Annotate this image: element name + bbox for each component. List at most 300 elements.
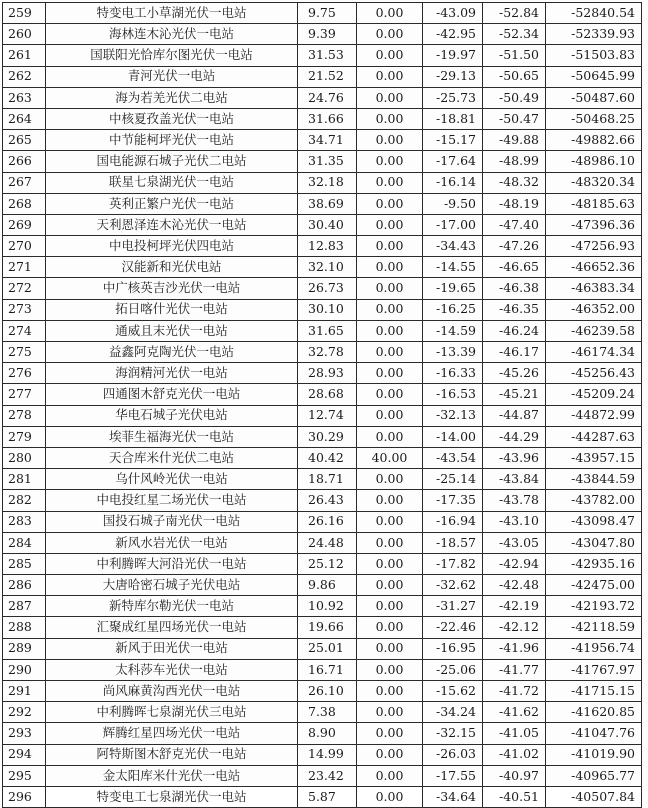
value-col-1: 5.87	[298, 786, 357, 807]
value-col-2: 0.00	[357, 744, 423, 765]
value-col-3: -26.03	[423, 744, 483, 765]
value-col-1: 23.42	[298, 765, 357, 786]
value-col-4: -41.02	[483, 744, 546, 765]
value-col-5: -40965.77	[546, 765, 642, 786]
row-number: 282	[3, 490, 46, 511]
value-col-4: -47.26	[483, 236, 546, 257]
value-col-5: -52339.93	[546, 24, 642, 45]
table-row	[3, 172, 642, 193]
value-col-5: -47256.93	[546, 236, 642, 257]
value-col-4: -52.84	[483, 3, 546, 24]
station-name: 汇聚成红星四场光伏一电站	[46, 617, 298, 638]
value-col-1: 32.18	[298, 172, 357, 193]
value-col-1: 18.71	[298, 469, 357, 490]
value-col-2: 0.00	[357, 363, 423, 384]
value-col-1: 26.10	[298, 681, 357, 702]
value-col-2: 0.00	[357, 151, 423, 172]
row-number: 267	[3, 172, 46, 193]
station-name: 中利腾晖大河沿光伏一电站	[46, 553, 298, 574]
row-number: 295	[3, 765, 46, 786]
value-col-5: -42118.59	[546, 617, 642, 638]
value-col-4: -40.97	[483, 765, 546, 786]
value-col-5: -43957.15	[546, 447, 642, 468]
table-row	[3, 299, 642, 320]
table-row	[3, 490, 642, 511]
value-col-2: 0.00	[357, 45, 423, 66]
table-row	[3, 342, 642, 363]
table-row	[3, 3, 642, 24]
value-col-3: -17.82	[423, 553, 483, 574]
value-col-3: -16.95	[423, 638, 483, 659]
value-col-5: -50487.60	[546, 87, 642, 108]
value-col-4: -46.65	[483, 257, 546, 278]
value-col-2: 0.00	[357, 511, 423, 532]
station-name: 新风水岩光伏一电站	[46, 532, 298, 553]
value-col-1: 34.71	[298, 130, 357, 151]
table-row	[3, 681, 642, 702]
value-col-2: 0.00	[357, 659, 423, 680]
value-col-5: -41956.74	[546, 638, 642, 659]
value-col-1: 10.92	[298, 596, 357, 617]
value-col-2: 0.00	[357, 342, 423, 363]
value-col-3: -14.59	[423, 320, 483, 341]
table-row	[3, 702, 642, 723]
value-col-3: -16.53	[423, 384, 483, 405]
station-name: 新特库尔勒光伏一电站	[46, 596, 298, 617]
row-number: 286	[3, 575, 46, 596]
value-col-3: -29.13	[423, 66, 483, 87]
value-col-1: 25.12	[298, 553, 357, 574]
station-name: 联星七泉湖光伏一电站	[46, 172, 298, 193]
value-col-3: -34.24	[423, 702, 483, 723]
station-name: 大唐哈密石城子光伏电站	[46, 575, 298, 596]
value-col-5: -48986.10	[546, 151, 642, 172]
table-row	[3, 532, 642, 553]
row-number: 294	[3, 744, 46, 765]
value-col-1: 38.69	[298, 193, 357, 214]
value-col-1: 9.86	[298, 575, 357, 596]
table-row	[3, 236, 642, 257]
station-name: 中利腾晖七泉湖光伏三电站	[46, 702, 298, 723]
value-col-1: 25.01	[298, 638, 357, 659]
value-col-5: -41620.85	[546, 702, 642, 723]
value-col-3: -9.50	[423, 193, 483, 214]
station-name: 金太阳库米什光伏一电站	[46, 765, 298, 786]
value-col-4: -42.94	[483, 553, 546, 574]
table-row	[3, 447, 642, 468]
value-col-3: -16.94	[423, 511, 483, 532]
value-col-3: -25.14	[423, 469, 483, 490]
value-col-4: -46.38	[483, 278, 546, 299]
table-row	[3, 659, 642, 680]
station-name: 通威且末光伏一电站	[46, 320, 298, 341]
value-col-2: 0.00	[357, 278, 423, 299]
row-number: 275	[3, 342, 46, 363]
table-row	[3, 426, 642, 447]
value-col-3: -17.55	[423, 765, 483, 786]
station-name: 天利恩泽连木沁光伏一电站	[46, 214, 298, 235]
row-number: 261	[3, 45, 46, 66]
table-row	[3, 363, 642, 384]
value-col-5: -46174.34	[546, 342, 642, 363]
value-col-3: -18.57	[423, 532, 483, 553]
value-col-5: -44287.63	[546, 426, 642, 447]
value-col-4: -43.10	[483, 511, 546, 532]
station-name: 新风于田光伏一电站	[46, 638, 298, 659]
value-col-2: 0.00	[357, 575, 423, 596]
value-col-3: -34.43	[423, 236, 483, 257]
row-number: 263	[3, 87, 46, 108]
value-col-4: -42.48	[483, 575, 546, 596]
value-col-3: -25.06	[423, 659, 483, 680]
value-col-2: 0.00	[357, 87, 423, 108]
value-col-3: -17.35	[423, 490, 483, 511]
table-row	[3, 723, 642, 744]
value-col-5: -42475.00	[546, 575, 642, 596]
station-name: 四通图木舒克光伏一电站	[46, 384, 298, 405]
value-col-1: 7.38	[298, 702, 357, 723]
value-col-4: -49.88	[483, 130, 546, 151]
value-col-2: 0.00	[357, 384, 423, 405]
value-col-1: 19.66	[298, 617, 357, 638]
value-col-5: -52840.54	[546, 3, 642, 24]
value-col-3: -32.15	[423, 723, 483, 744]
table-row	[3, 66, 642, 87]
table-row	[3, 617, 642, 638]
table-row	[3, 108, 642, 129]
row-number: 262	[3, 66, 46, 87]
value-col-5: -46383.34	[546, 278, 642, 299]
station-name: 英利正繁户光伏一电站	[46, 193, 298, 214]
value-col-3: -17.64	[423, 151, 483, 172]
row-number: 280	[3, 447, 46, 468]
value-col-3: -42.95	[423, 24, 483, 45]
value-col-1: 26.16	[298, 511, 357, 532]
value-col-1: 32.10	[298, 257, 357, 278]
value-col-5: -42935.16	[546, 553, 642, 574]
value-col-1: 12.74	[298, 405, 357, 426]
row-number: 290	[3, 659, 46, 680]
value-col-5: -44872.99	[546, 405, 642, 426]
row-number: 276	[3, 363, 46, 384]
value-col-3: -19.97	[423, 45, 483, 66]
table-row	[3, 765, 642, 786]
station-name: 海林连木沁光伏一电站	[46, 24, 298, 45]
value-col-2: 0.00	[357, 638, 423, 659]
value-col-2: 0.00	[357, 490, 423, 511]
value-col-5: -48185.63	[546, 193, 642, 214]
value-col-2: 0.00	[357, 702, 423, 723]
value-col-3: -32.13	[423, 405, 483, 426]
value-col-4: -48.99	[483, 151, 546, 172]
value-col-4: -50.47	[483, 108, 546, 129]
value-col-1: 8.90	[298, 723, 357, 744]
station-name: 中电投柯坪光伏四电站	[46, 236, 298, 257]
value-col-4: -41.72	[483, 681, 546, 702]
value-col-2: 0.00	[357, 617, 423, 638]
station-name: 海润精河光伏一电站	[46, 363, 298, 384]
station-name: 尚风麻黄沟西光伏一电站	[46, 681, 298, 702]
value-col-1: 30.29	[298, 426, 357, 447]
row-number: 266	[3, 151, 46, 172]
value-col-2: 0.00	[357, 426, 423, 447]
station-name: 天合库米什光伏二电站	[46, 447, 298, 468]
row-number: 271	[3, 257, 46, 278]
station-name: 中节能柯坪光伏一电站	[46, 130, 298, 151]
value-col-2: 0.00	[357, 24, 423, 45]
value-col-4: -43.78	[483, 490, 546, 511]
value-col-3: -16.25	[423, 299, 483, 320]
table-row	[3, 384, 642, 405]
value-col-4: -48.32	[483, 172, 546, 193]
table-body	[3, 3, 642, 808]
value-col-5: -41019.90	[546, 744, 642, 765]
value-col-3: -32.62	[423, 575, 483, 596]
value-col-4: -46.35	[483, 299, 546, 320]
table-row	[3, 638, 642, 659]
value-col-5: -45256.43	[546, 363, 642, 384]
value-col-2: 0.00	[357, 236, 423, 257]
value-col-1: 31.35	[298, 151, 357, 172]
value-col-3: -31.27	[423, 596, 483, 617]
value-col-5: -47396.36	[546, 214, 642, 235]
value-col-3: -19.65	[423, 278, 483, 299]
value-col-4: -51.50	[483, 45, 546, 66]
value-col-2: 0.00	[357, 553, 423, 574]
row-number: 292	[3, 702, 46, 723]
value-col-1: 9.75	[298, 3, 357, 24]
value-col-1: 30.40	[298, 214, 357, 235]
station-name: 国联阳光恰库尔图光伏一电站	[46, 45, 298, 66]
value-col-3: -25.73	[423, 87, 483, 108]
value-col-4: -48.19	[483, 193, 546, 214]
station-name: 中电投红星二场光伏一电站	[46, 490, 298, 511]
table-row	[3, 257, 642, 278]
value-col-4: -52.34	[483, 24, 546, 45]
value-col-1: 28.93	[298, 363, 357, 384]
station-name: 太科莎车光伏一电站	[46, 659, 298, 680]
table-row	[3, 596, 642, 617]
station-name: 国电能源石城子光伏二电站	[46, 151, 298, 172]
value-col-4: -43.05	[483, 532, 546, 553]
row-number: 268	[3, 193, 46, 214]
row-number: 279	[3, 426, 46, 447]
value-col-4: -43.84	[483, 469, 546, 490]
value-col-5: -42193.72	[546, 596, 642, 617]
row-number: 274	[3, 320, 46, 341]
value-col-4: -47.40	[483, 214, 546, 235]
value-col-4: -45.26	[483, 363, 546, 384]
value-col-5: -45209.24	[546, 384, 642, 405]
row-number: 260	[3, 24, 46, 45]
value-col-5: -46239.58	[546, 320, 642, 341]
station-name: 青河光伏一电站	[46, 66, 298, 87]
value-col-3: -18.81	[423, 108, 483, 129]
value-col-2: 40.00	[357, 447, 423, 468]
value-col-2: 0.00	[357, 130, 423, 151]
value-col-1: 28.68	[298, 384, 357, 405]
table-row	[3, 24, 642, 45]
value-col-2: 0.00	[357, 723, 423, 744]
station-name: 中广核英吉沙光伏一电站	[46, 278, 298, 299]
row-number: 285	[3, 553, 46, 574]
table-row	[3, 511, 642, 532]
table-row	[3, 278, 642, 299]
value-col-3: -43.54	[423, 447, 483, 468]
row-number: 281	[3, 469, 46, 490]
value-col-1: 32.78	[298, 342, 357, 363]
table-row	[3, 320, 642, 341]
row-number: 288	[3, 617, 46, 638]
value-col-5: -50645.99	[546, 66, 642, 87]
value-col-4: -44.29	[483, 426, 546, 447]
value-col-1: 26.73	[298, 278, 357, 299]
value-col-3: -34.64	[423, 786, 483, 807]
value-col-5: -43782.00	[546, 490, 642, 511]
value-col-5: -41047.76	[546, 723, 642, 744]
table-row	[3, 786, 642, 807]
row-number: 277	[3, 384, 46, 405]
value-col-5: -40507.84	[546, 786, 642, 807]
value-col-4: -50.49	[483, 87, 546, 108]
value-col-2: 0.00	[357, 681, 423, 702]
value-col-2: 0.00	[357, 786, 423, 807]
station-name: 益鑫阿克陶光伏一电站	[46, 342, 298, 363]
value-col-2: 0.00	[357, 172, 423, 193]
value-col-5: -43098.47	[546, 511, 642, 532]
value-col-1: 21.52	[298, 66, 357, 87]
value-col-2: 0.00	[357, 193, 423, 214]
station-name: 阿特斯图木舒克光伏一电站	[46, 744, 298, 765]
value-col-1: 31.66	[298, 108, 357, 129]
data-table	[2, 2, 642, 808]
row-number: 269	[3, 214, 46, 235]
value-col-4: -42.19	[483, 596, 546, 617]
row-number: 284	[3, 532, 46, 553]
value-col-2: 0.00	[357, 765, 423, 786]
value-col-3: -22.46	[423, 617, 483, 638]
value-col-2: 0.00	[357, 108, 423, 129]
value-col-2: 0.00	[357, 257, 423, 278]
row-number: 293	[3, 723, 46, 744]
value-col-3: -15.17	[423, 130, 483, 151]
row-number: 264	[3, 108, 46, 129]
value-col-5: -43047.80	[546, 532, 642, 553]
table-row	[3, 45, 642, 66]
table-row	[3, 744, 642, 765]
table-row	[3, 575, 642, 596]
value-col-4: -41.96	[483, 638, 546, 659]
row-number: 270	[3, 236, 46, 257]
value-col-1: 9.39	[298, 24, 357, 45]
value-col-5: -43844.59	[546, 469, 642, 490]
table-row	[3, 87, 642, 108]
value-col-5: -48320.34	[546, 172, 642, 193]
row-number: 296	[3, 786, 46, 807]
table-row	[3, 469, 642, 490]
value-col-3: -16.14	[423, 172, 483, 193]
value-col-5: -51503.83	[546, 45, 642, 66]
value-col-5: -41767.97	[546, 659, 642, 680]
value-col-4: -41.62	[483, 702, 546, 723]
value-col-2: 0.00	[357, 299, 423, 320]
row-number: 265	[3, 130, 46, 151]
value-col-1: 14.99	[298, 744, 357, 765]
value-col-4: -41.05	[483, 723, 546, 744]
value-col-1: 26.43	[298, 490, 357, 511]
table-row	[3, 553, 642, 574]
value-col-3: -43.09	[423, 3, 483, 24]
value-col-4: -41.77	[483, 659, 546, 680]
value-col-2: 0.00	[357, 532, 423, 553]
value-col-4: -44.87	[483, 405, 546, 426]
station-name: 特变电工七泉湖光伏一电站	[46, 786, 298, 807]
value-col-1: 31.53	[298, 45, 357, 66]
table-row	[3, 214, 642, 235]
value-col-2: 0.00	[357, 320, 423, 341]
station-name: 乌什风岭光伏一电站	[46, 469, 298, 490]
value-col-2: 0.00	[357, 3, 423, 24]
table-row	[3, 130, 642, 151]
value-col-2: 0.00	[357, 405, 423, 426]
row-number: 289	[3, 638, 46, 659]
value-col-1: 31.65	[298, 320, 357, 341]
table-row	[3, 405, 642, 426]
value-col-2: 0.00	[357, 214, 423, 235]
value-col-5: -50468.25	[546, 108, 642, 129]
value-col-1: 16.71	[298, 659, 357, 680]
value-col-3: -14.00	[423, 426, 483, 447]
value-col-3: -17.00	[423, 214, 483, 235]
value-col-1: 12.83	[298, 236, 357, 257]
value-col-4: -42.12	[483, 617, 546, 638]
row-number: 278	[3, 405, 46, 426]
station-name: 中核夏孜盖光伏一电站	[46, 108, 298, 129]
row-number: 287	[3, 596, 46, 617]
value-col-4: -46.17	[483, 342, 546, 363]
row-number: 259	[3, 3, 46, 24]
table-row	[3, 151, 642, 172]
value-col-2: 0.00	[357, 66, 423, 87]
value-col-2: 0.00	[357, 469, 423, 490]
station-name: 海为若羌光伏二电站	[46, 87, 298, 108]
station-name: 拓日喀什光伏一电站	[46, 299, 298, 320]
station-name: 国投石城子南光伏一电站	[46, 511, 298, 532]
value-col-5: -41715.15	[546, 681, 642, 702]
value-col-4: -45.21	[483, 384, 546, 405]
value-col-4: -46.24	[483, 320, 546, 341]
row-number: 283	[3, 511, 46, 532]
row-number: 272	[3, 278, 46, 299]
station-name: 辉腾红星四场光伏一电站	[46, 723, 298, 744]
value-col-1: 40.42	[298, 447, 357, 468]
table-row	[3, 193, 642, 214]
value-col-5: -46652.36	[546, 257, 642, 278]
value-col-1: 30.10	[298, 299, 357, 320]
value-col-2: 0.00	[357, 596, 423, 617]
value-col-4: -50.65	[483, 66, 546, 87]
value-col-3: -14.55	[423, 257, 483, 278]
station-name: 特变电工小草湖光伏一电站	[46, 3, 298, 24]
value-col-4: -40.51	[483, 786, 546, 807]
value-col-1: 24.48	[298, 532, 357, 553]
value-col-3: -13.39	[423, 342, 483, 363]
station-name: 埃菲生福海光伏一电站	[46, 426, 298, 447]
station-name: 汉能新和光伏电站	[46, 257, 298, 278]
value-col-5: -46352.00	[546, 299, 642, 320]
value-col-3: -15.62	[423, 681, 483, 702]
value-col-4: -43.96	[483, 447, 546, 468]
